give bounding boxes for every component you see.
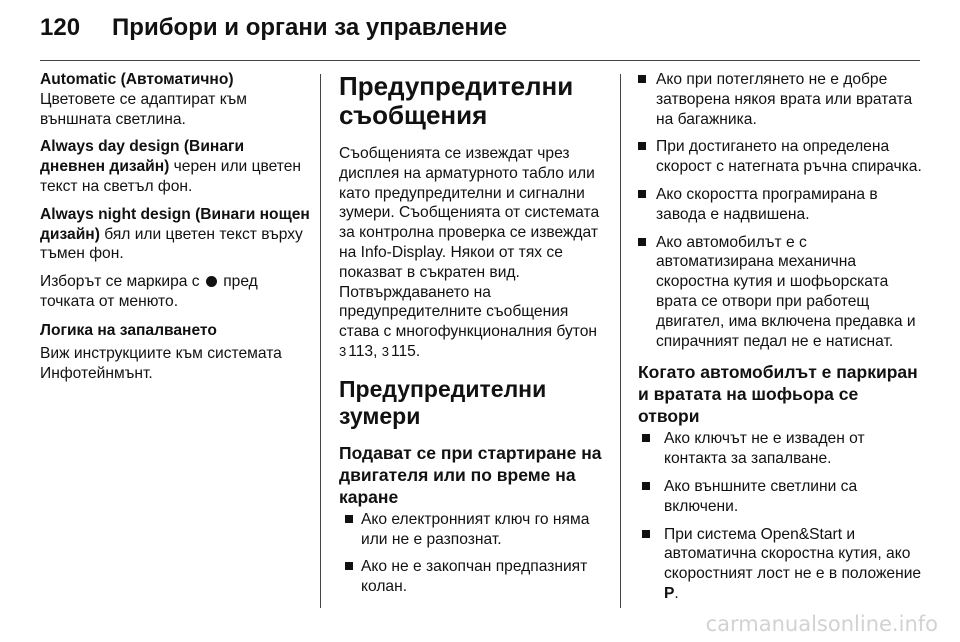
square-bullet-icon xyxy=(638,75,646,83)
night-design-text: бял или цветен текст върху тъмен фон. xyxy=(40,225,303,263)
column-middle xyxy=(339,70,609,605)
page-header xyxy=(40,8,507,48)
page-ref-arrow-icon: 3 xyxy=(381,343,389,359)
list-item xyxy=(339,557,609,597)
column-left xyxy=(40,70,310,391)
column-divider xyxy=(620,74,621,608)
gear-position-p: P xyxy=(664,584,675,602)
square-bullet-icon xyxy=(642,482,650,490)
square-bullet-icon xyxy=(638,238,646,246)
warnings-text: Съобщенията се извеждат чрез дисплея на арматурното табло или като предупредителни и сигнални зумери. Съобщенията от системата за контролна проверка се извеждат на Info-Display. Някои от тях се показват в съкратен вид. Потвърждаването на предупредителните съобщения става с многофункционалния бутон xyxy=(339,145,600,341)
square-bullet-icon xyxy=(642,530,650,538)
automatic-text: Цветовете се адаптират към външната светлина. xyxy=(40,90,247,128)
column-right xyxy=(638,70,922,612)
list-item-text: Ако при потеглянето не е добре затворена някоя врата или вратата на багажника. xyxy=(656,71,913,128)
night-design-paragraph xyxy=(40,205,310,264)
parked-heading: Когато автомобилът е паркиран и вратата на шофьора се отвори xyxy=(638,362,918,427)
list-item-text: Ако автомобилът е с автоматизирана механична скоростна кутия и шофьорската врата се отвори при работещ двигател, има включена предавка и спирачният педал не е натиснат. xyxy=(656,233,916,350)
list-item xyxy=(642,477,922,517)
square-bullet-icon xyxy=(638,142,646,150)
list-item xyxy=(638,70,922,129)
selection-text-end: пред точката от менюто. xyxy=(40,273,258,310)
square-bullet-icon xyxy=(642,434,650,442)
list-item xyxy=(638,185,922,225)
list-item-text: Ако ключът не е изваден от контакта за запалване. xyxy=(664,430,865,468)
list-item-text: При достигането на определена скорост с натегната ръчна спирачка. xyxy=(656,138,922,176)
chimes-heading: Предупредителни зумери xyxy=(339,375,547,429)
day-design-paragraph xyxy=(40,137,310,196)
page-number: 120 xyxy=(40,14,81,41)
page-ref-1: 113, xyxy=(348,342,382,360)
running-title: Прибори и органи за управление xyxy=(112,14,508,41)
list-item-end: . xyxy=(674,584,679,602)
conditions-list xyxy=(638,70,922,351)
list-item-text: Ако електронният ключ го няма или не е разпознат. xyxy=(361,510,590,548)
automatic-title: Automatic (Автоматично) xyxy=(40,71,234,88)
warnings-heading: Предупредителни съобщения xyxy=(339,71,574,130)
parked-list xyxy=(642,429,922,603)
list-item xyxy=(638,137,922,177)
warnings-paragraph xyxy=(339,144,609,362)
list-item xyxy=(638,233,922,352)
page-ref-2: 115. xyxy=(391,342,421,360)
list-item-text: Ако не е закопчан предпазният колан. xyxy=(361,558,588,596)
list-item xyxy=(642,525,922,604)
watermark: carmanualsonline.info xyxy=(705,612,938,636)
logic-heading: Логика на запалването xyxy=(40,321,217,339)
selected-dot-icon xyxy=(206,276,217,287)
list-item-text: Ако скоростта програмирана в завода е надвишена. xyxy=(656,185,878,223)
day-design-title: Always day design (Винаги дневнен дизайн) xyxy=(40,138,245,176)
night-design-title: Always night design (Винаги нощен дизайн) xyxy=(40,205,310,243)
list-item-text: Ако външните светлини са включени. xyxy=(664,477,858,515)
square-bullet-icon xyxy=(638,190,646,198)
logic-text: Виж инструкциите към системата Инфотейнмънт. xyxy=(40,344,282,382)
square-bullet-icon xyxy=(345,515,353,523)
selection-text-start: Изборът се маркира с xyxy=(40,273,204,291)
automatic-paragraph xyxy=(40,70,310,129)
start-heading: Подават се при стартиране на двигателя или по време на каране xyxy=(339,442,602,507)
square-bullet-icon xyxy=(345,562,353,570)
column-divider xyxy=(320,74,321,608)
day-design-text: черен или цветен текст на светъл фон. xyxy=(40,158,302,195)
list-item-text: При система Open&Start и автоматична скоростна кутия, ако скоростният лост не е в положение xyxy=(664,525,922,583)
header-rule xyxy=(40,60,920,61)
start-list xyxy=(339,510,609,597)
list-item xyxy=(339,510,609,550)
page-ref-arrow-icon: 3 xyxy=(339,343,347,359)
list-item xyxy=(642,429,922,469)
selection-paragraph xyxy=(40,272,310,312)
